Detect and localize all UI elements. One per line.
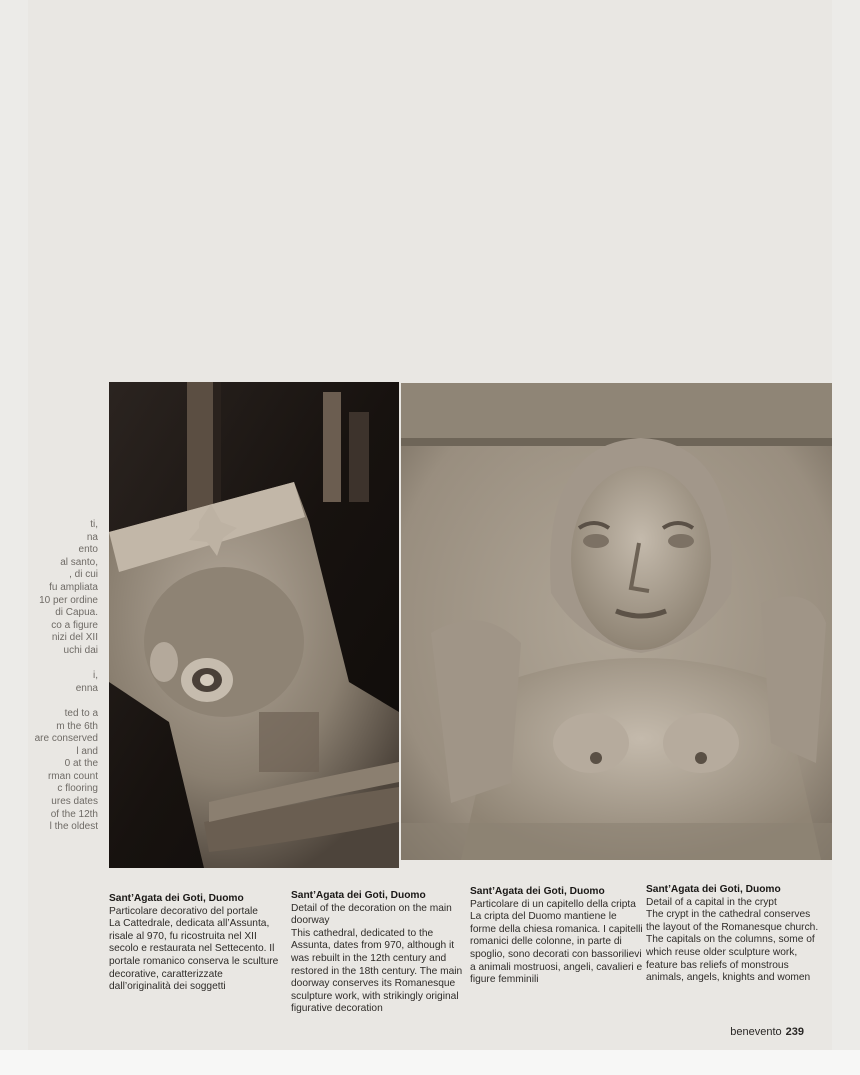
margin-line: , di cui [69, 569, 98, 581]
margin-line: co a figure [51, 619, 98, 631]
margin-line: ures dates [51, 796, 98, 808]
caption-body: This cathedral, dedicated to the Assunta, dates from 970, although it was rebuilt in the 12th century and restored in the 18th century. The main doorway conserves its Romanesque sculpture work, with strikingly original figurative decoration [291, 927, 463, 1015]
caption-subtitle: Detail of the decoration on the main doorway [291, 902, 452, 927]
margin-text-column [28, 519, 98, 834]
margin-line: i, [93, 670, 98, 682]
caption-english-crypt [646, 884, 826, 985]
page-footer [730, 1026, 804, 1038]
caption-subtitle: Particolare decorativo del portale [109, 905, 258, 917]
caption-title: Sant’Agata dei Goti, Duomo [109, 893, 244, 904]
caption-title: Sant’Agata dei Goti, Duomo [470, 886, 605, 897]
page-number: 239 [785, 1026, 804, 1038]
photo-doorway-capital [109, 382, 399, 868]
margin-line [28, 695, 98, 708]
margin-line: l the oldest [49, 821, 98, 833]
margin-line: of the 12th [50, 808, 98, 820]
margin-line: nizi del XII [51, 632, 98, 644]
caption-body: La Cattedrale, dedicata all’Assunta, risale al 970, fu ricostruita nel XII secolo e restaurata nel Settecento. Il portale romanico conserva le sculture decorative, caratterizzate dall’originalità dei soggetti [109, 918, 279, 993]
stone-female-figure-carving [401, 383, 832, 860]
caption-subtitle: Particolare di un capitello della cripta [470, 898, 636, 910]
margin-line: ti, [90, 519, 98, 530]
caption-subtitle: Detail of a capital in the crypt [646, 896, 777, 908]
margin-line: enna [75, 682, 98, 694]
margin-line: al santo, [60, 556, 98, 568]
caption-italian-doorway [109, 893, 284, 994]
margin-line: fu ampliata [49, 581, 98, 593]
caption-title: Sant’Agata dei Goti, Duomo [646, 884, 781, 895]
margin-line: c flooring [57, 783, 98, 795]
caption-italian-crypt [470, 886, 645, 987]
margin-line: ento [78, 544, 98, 556]
section-name: benevento [730, 1026, 782, 1038]
caption-body: The crypt in the cathedral conserves the layout of the Romanesque church. The capitals on the columns, some of which reuse older sculpture work, feature bas reliefs of monstrous animals, angels, knights and women [646, 909, 819, 984]
caption-english-doorway [291, 890, 466, 1016]
book-page [28, 0, 832, 1075]
margin-line: na [86, 531, 98, 543]
margin-line: are conserved [34, 733, 98, 745]
margin-line: m the 6th [56, 720, 98, 732]
stone-monster-carving [109, 382, 399, 868]
margin-line: 0 at the [64, 758, 98, 770]
margin-line: uchi dai [63, 644, 98, 656]
caption-title: Sant’Agata dei Goti, Duomo [291, 890, 426, 901]
margin-line: ted to a [64, 707, 98, 719]
margin-line: di Capua. [55, 607, 98, 619]
margin-line: 10 per ordine [39, 594, 98, 606]
margin-line [28, 658, 98, 671]
margin-line: l and [76, 745, 98, 757]
caption-body: La cripta del Duomo mantiene le forme della chiesa romanica. I capitelli romanici delle colonne, in parte di spoglio, sono decorati con bassorilievi a animali mostruosi, angeli, cavalieri e figure femminili [470, 911, 643, 986]
margin-line: rman count [47, 770, 98, 782]
page-edge-background [0, 1050, 860, 1075]
photo-crypt-capital [401, 383, 832, 860]
